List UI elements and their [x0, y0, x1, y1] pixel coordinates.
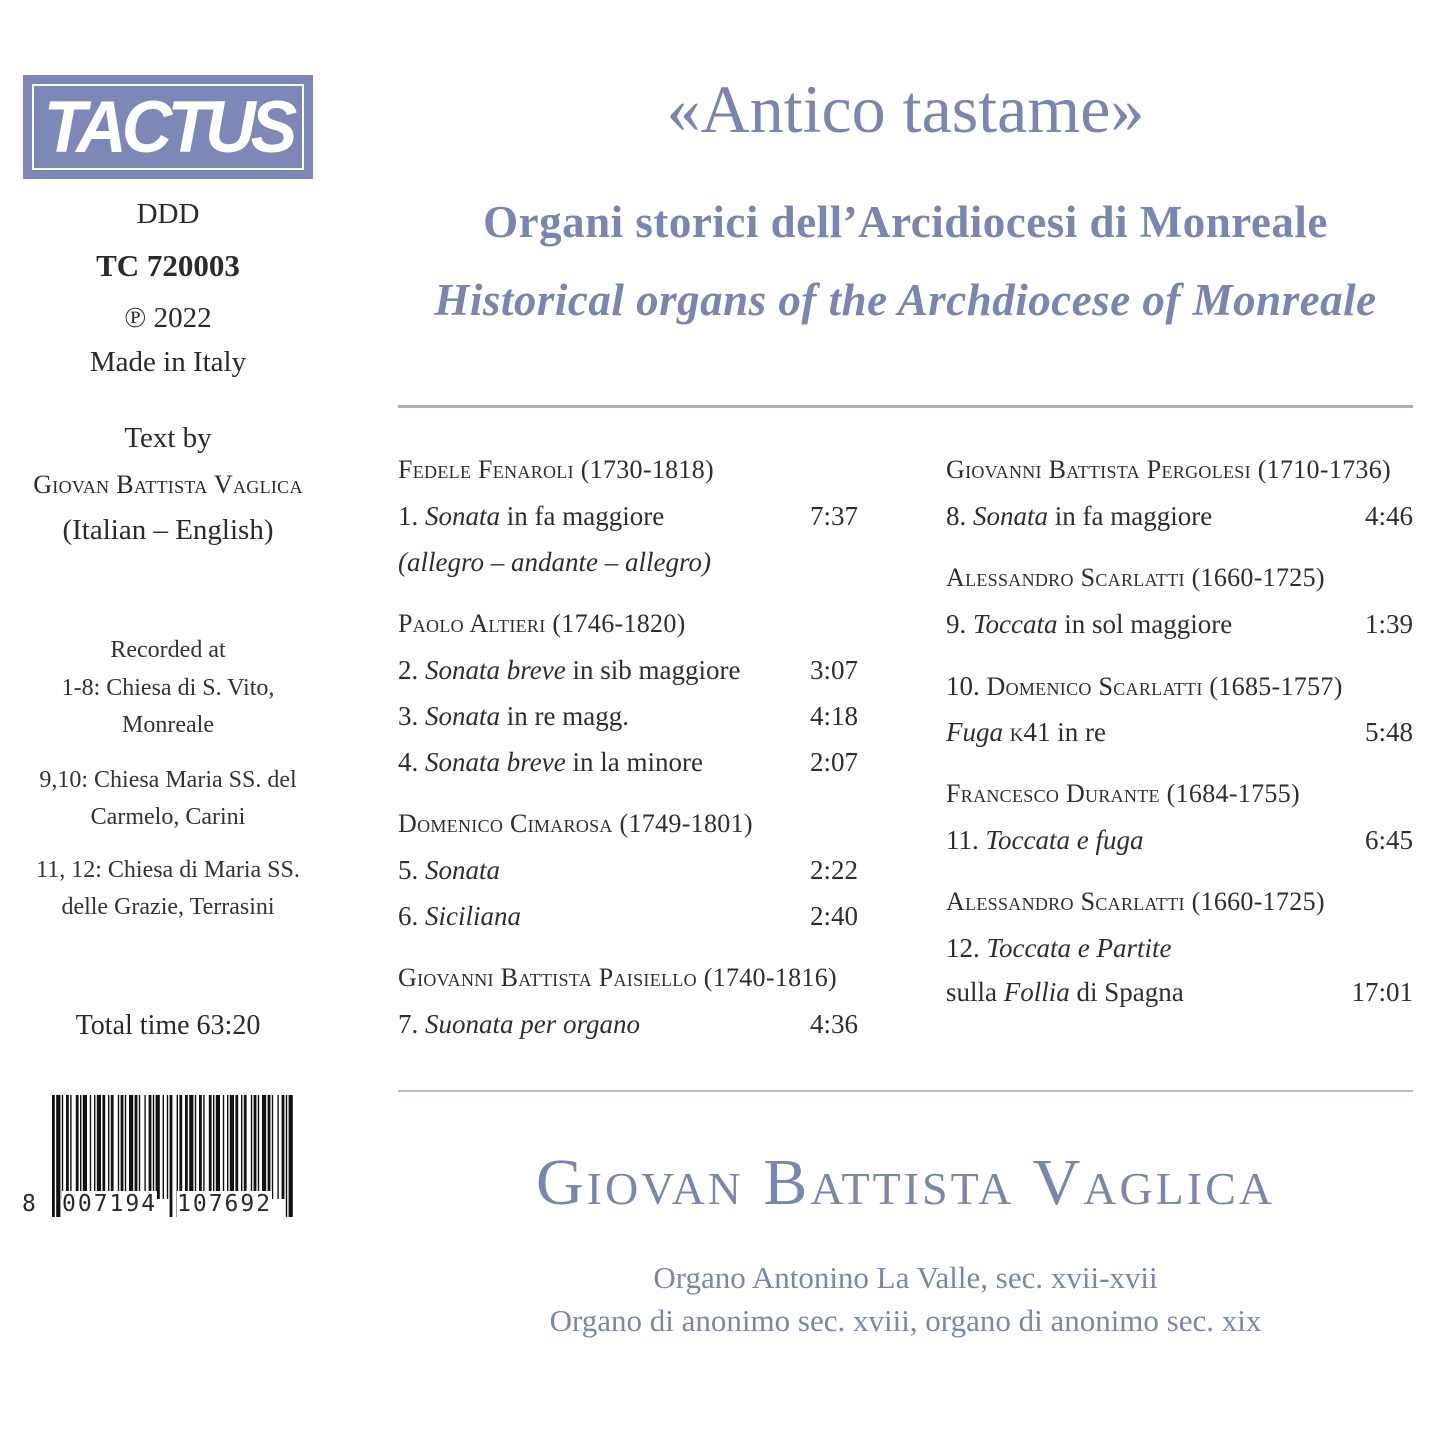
- organ-line-1: Organo Antonino La Valle, sec. xvii-xvii: [653, 1260, 1158, 1295]
- barcode-bar: [94, 1095, 95, 1199]
- track-time: 7:37: [809, 501, 858, 531]
- track-row: [398, 501, 858, 547]
- album-subtitle-en: Historical organs of the Archdiocese of Monreale: [434, 275, 1377, 325]
- track-work: Toccata e Partite: [986, 933, 1172, 963]
- track-work: Fuga: [946, 717, 1003, 747]
- composer-heading: [398, 609, 858, 655]
- barcode-bar: [241, 1095, 242, 1199]
- composer-name: Domenico Scarlatti: [986, 672, 1203, 701]
- album-title: «Antico tastame»: [666, 71, 1145, 147]
- track-key: in sol maggiore: [1057, 609, 1233, 639]
- barcode-bar: [62, 1095, 63, 1199]
- barcode-bar: [76, 1095, 79, 1199]
- barcode-bar: [179, 1095, 182, 1199]
- track-number: 12.: [946, 933, 980, 963]
- barcode-bar: [66, 1095, 69, 1199]
- track-work: Toccata: [973, 609, 1058, 639]
- barcode-digit-first: 8: [22, 1191, 36, 1217]
- recording-line: delle Grazie, Terrasini: [61, 894, 275, 920]
- barcode-bar: [111, 1095, 114, 1199]
- performer-name: Giovan Battista Vaglica: [535, 1146, 1276, 1219]
- barcode-bar: [149, 1095, 152, 1199]
- recording-3: [0, 852, 336, 926]
- composer-dates: (1749-1801): [619, 809, 753, 838]
- track-key: in la minore: [565, 747, 703, 777]
- track-work: Suonata per organo: [425, 1009, 640, 1039]
- track-time: 6:45: [1364, 825, 1413, 855]
- recording-line: 1-8: Chiesa di S. Vito,: [61, 675, 275, 701]
- barcode-bar: [213, 1095, 214, 1199]
- track-key: in re: [1050, 717, 1106, 747]
- track-title: [946, 825, 1144, 856]
- track-row: [946, 825, 1413, 887]
- barcode-bar: [121, 1095, 124, 1199]
- barcode-bar: [144, 1095, 145, 1199]
- barcode-bar: [235, 1095, 238, 1199]
- track-title: [398, 1009, 640, 1040]
- total-time: Total time 63:20: [75, 1010, 261, 1041]
- barcode-bar: [289, 1095, 293, 1217]
- barcode-bar: [195, 1095, 196, 1199]
- barcode-bar: [167, 1095, 168, 1199]
- recording-line: 9,10: Chiesa Maria SS. del: [39, 767, 297, 793]
- barcode-bar: [286, 1095, 287, 1217]
- composer-heading: [946, 671, 1413, 717]
- track-work: Siciliana: [425, 901, 521, 931]
- logo-text: TACTUS: [43, 86, 293, 168]
- composer-name: Giovanni Battista Paisiello: [398, 963, 697, 992]
- divider-bottom: [398, 1090, 1413, 1092]
- barcode-bar: [156, 1095, 160, 1199]
- track-time: 17:01: [1351, 977, 1413, 1007]
- track-row: [398, 901, 858, 963]
- recorded-label: Recorded at: [110, 637, 226, 663]
- track-number: 2.: [398, 655, 419, 685]
- composer-dates: (1685-1757): [1209, 672, 1343, 701]
- composer-dates: (1740-1816): [703, 963, 837, 992]
- track-title: [398, 501, 664, 532]
- barcode-bar: [135, 1095, 138, 1199]
- track-number: 1.: [398, 501, 419, 531]
- composer-dates: (1710-1736): [1257, 455, 1391, 484]
- track-key: in re magg.: [500, 701, 629, 731]
- track-row: [398, 855, 858, 901]
- track-work: Sonata: [973, 501, 1049, 531]
- tracklist-right: [946, 455, 1413, 1023]
- track-title: [398, 855, 500, 886]
- format-label: DDD: [136, 198, 200, 230]
- barcode-bar: [56, 1095, 60, 1217]
- track-title: [398, 747, 703, 778]
- barcode-bar: [227, 1095, 228, 1199]
- barcode-bar: [230, 1095, 234, 1199]
- composer-name: Fedele Fenaroli: [398, 455, 574, 484]
- barcode-bar: [216, 1095, 220, 1199]
- track-number: 7.: [398, 1009, 419, 1039]
- track-work: Sonata: [425, 701, 501, 731]
- barcode-bar: [102, 1095, 105, 1199]
- barcode-bar: [185, 1095, 188, 1199]
- track-title: [946, 609, 1232, 640]
- organ-line-2: Organo di anonimo sec. xviii, organo di anonimo sec. xix: [549, 1303, 1262, 1338]
- composer-dates: (1684-1755): [1166, 779, 1300, 808]
- composer-dates: (1746-1820): [552, 609, 686, 638]
- track-number: 8.: [946, 501, 967, 531]
- phonogram-icon: ℗: [124, 302, 147, 334]
- composer-heading: [946, 563, 1413, 609]
- barcode-bar: [189, 1095, 193, 1199]
- track-number: 10.: [946, 671, 980, 701]
- track-number: 11.: [946, 825, 979, 855]
- composer-heading: [946, 455, 1413, 501]
- composer-dates: (1660-1725): [1191, 563, 1325, 592]
- barcode-bar: [258, 1095, 259, 1199]
- composer-heading: [398, 455, 858, 501]
- recording-line: Carmelo, Carini: [90, 804, 246, 830]
- track-title: [946, 501, 1212, 532]
- track-row: [946, 501, 1413, 563]
- composer-name: Paolo Altieri: [398, 609, 546, 638]
- track-time: 1:39: [1364, 609, 1413, 639]
- barcode-bar: [254, 1095, 257, 1199]
- track-work: Sonata: [425, 501, 501, 531]
- logo-frame: [32, 84, 304, 170]
- barcode-bar: [90, 1095, 91, 1199]
- copyright-year: 2022: [153, 302, 212, 334]
- text-by-label: Text by: [124, 422, 212, 454]
- track-key: in fa maggiore: [500, 501, 665, 531]
- composer-name: Giovanni Battista Pergolesi: [946, 455, 1251, 484]
- barcode-digits-right: 107692: [177, 1191, 273, 1217]
- track-title: [398, 701, 629, 732]
- track-catalog: k41: [1003, 717, 1051, 747]
- recording-line: 11, 12: Chiesa di Maria SS.: [36, 857, 300, 883]
- barcode-bar: [268, 1095, 271, 1199]
- tracklist-left: [398, 455, 858, 1055]
- track-text: di Spagna: [1069, 977, 1184, 1007]
- composer-heading: [946, 887, 1413, 933]
- track-movements: (allegro – andante – allegro): [398, 547, 711, 577]
- barcode-bar: [80, 1095, 81, 1199]
- barcode-bar: [163, 1095, 164, 1199]
- barcode-bar: [52, 1095, 55, 1217]
- barcode-bar: [209, 1095, 212, 1199]
- composer-heading: [398, 963, 858, 1009]
- barcode-bar: [199, 1095, 202, 1199]
- track-title: [946, 717, 1106, 748]
- barcode-bar: [108, 1095, 109, 1199]
- track-work: Sonata breve: [425, 747, 566, 777]
- barcode-bar: [262, 1095, 266, 1199]
- track-time: 2:07: [809, 747, 858, 777]
- track-work: Follia: [1003, 977, 1070, 1007]
- barcode-bar: [97, 1095, 101, 1199]
- barcode-bar: [129, 1095, 133, 1199]
- composer-name: Alessandro Scarlatti: [946, 563, 1185, 592]
- composer-name: Alessandro Scarlatti: [946, 887, 1185, 916]
- track-row: [398, 747, 858, 809]
- track-work: Toccata e fuga: [985, 825, 1144, 855]
- track-key: in fa maggiore: [1048, 501, 1213, 531]
- track-work: Sonata: [425, 855, 501, 885]
- recording-line: Monreale: [122, 712, 214, 738]
- barcode-bar: [153, 1095, 154, 1199]
- track-time: 4:46: [1364, 501, 1413, 531]
- track-subtitle: [398, 547, 858, 609]
- barcode-bar: [203, 1095, 204, 1199]
- barcode-digits-left: 007194: [62, 1191, 158, 1217]
- barcode-bar: [139, 1095, 140, 1199]
- barcode-bar: [125, 1095, 126, 1199]
- track-work: Sonata breve: [425, 655, 566, 685]
- composer-name: Domenico Cimarosa: [398, 809, 613, 838]
- track-time: 2:40: [809, 901, 858, 931]
- copyright-line: [0, 302, 336, 335]
- languages: (Italian – English): [62, 514, 274, 546]
- track-text: sulla: [946, 977, 1004, 1007]
- barcode: [22, 1095, 297, 1220]
- track-number: 6.: [398, 901, 419, 931]
- barcode-bar: [223, 1095, 224, 1199]
- composer-heading: [946, 779, 1413, 825]
- composer-dates: (1660-1725): [1191, 887, 1325, 916]
- barcode-bar: [118, 1095, 119, 1199]
- album-subtitle-it: Organi storici dell’Arcidiocesi di Monreale: [483, 197, 1328, 247]
- made-in: Made in Italy: [89, 346, 247, 378]
- track-time: 4:36: [809, 1009, 858, 1039]
- barcode-bar: [70, 1095, 71, 1199]
- track-row: [398, 1009, 858, 1055]
- tactus-logo: [23, 75, 313, 179]
- track-title: [946, 977, 1184, 1008]
- barcode-bar: [282, 1095, 285, 1199]
- track-time: 5:48: [1364, 717, 1413, 747]
- track-row: [946, 977, 1413, 1023]
- track-row: [946, 609, 1413, 671]
- track-number: 4.: [398, 747, 419, 777]
- catalog-number: TC 720003: [96, 248, 240, 283]
- track-row: [398, 701, 858, 747]
- composer-heading: [398, 809, 858, 855]
- barcode-bar: [244, 1095, 247, 1199]
- track-time: 2:22: [809, 855, 858, 885]
- track-row: [946, 717, 1413, 779]
- barcode-bar: [83, 1095, 87, 1199]
- recording-2: [0, 762, 336, 836]
- track-title: [398, 655, 740, 686]
- barcode-bar: [277, 1095, 278, 1199]
- track-time: 4:18: [809, 701, 858, 731]
- barcode-bar: [170, 1095, 173, 1217]
- track-number: 3.: [398, 701, 419, 731]
- track-title: [398, 901, 521, 932]
- track-time: 3:07: [809, 655, 858, 685]
- barcode-bar: [251, 1095, 252, 1199]
- text-by-name: Giovan Battista Vaglica: [33, 470, 303, 499]
- barcode-bar: [272, 1095, 273, 1199]
- divider-top: [398, 405, 1413, 408]
- track-row: [946, 933, 1413, 977]
- composer-dates: (1730-1818): [580, 455, 714, 484]
- composer-name: Francesco Durante: [946, 779, 1160, 808]
- track-number: 5.: [398, 855, 419, 885]
- track-key: in sib maggiore: [565, 655, 741, 685]
- recording-1: [0, 670, 336, 744]
- track-row: [398, 655, 858, 701]
- track-number: 9.: [946, 609, 967, 639]
